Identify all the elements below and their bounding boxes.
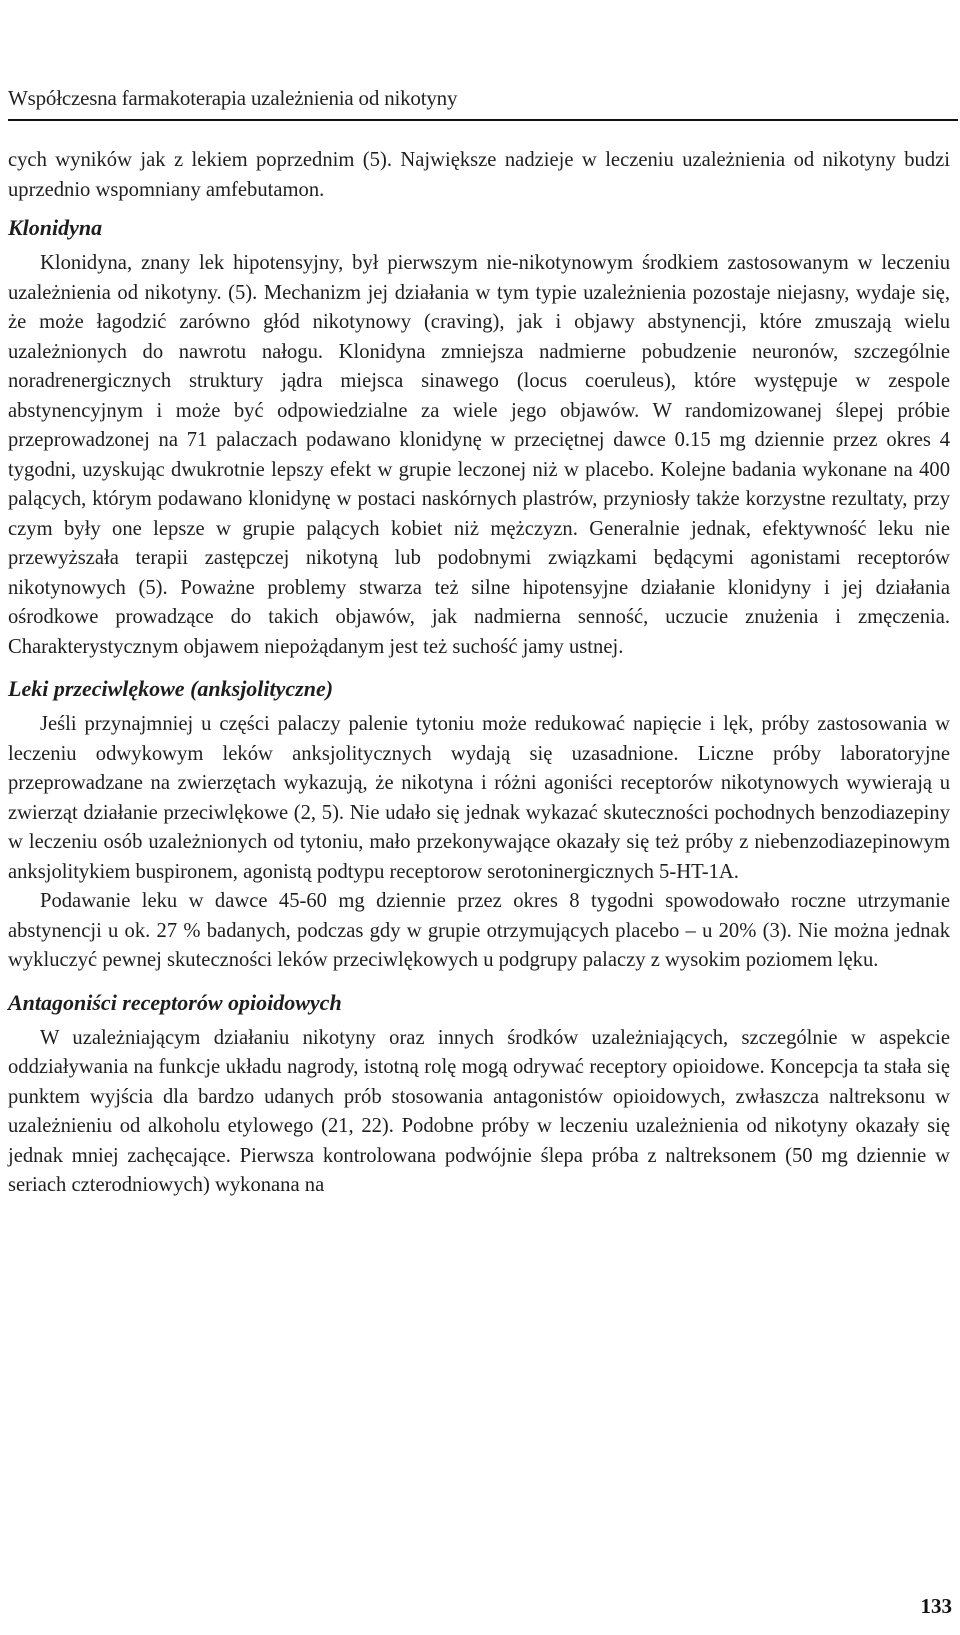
paragraph-leki-przeciwlekowe-1: Jeśli przynajmniej u części palaczy palenie tytoniu może redukować napięcie i lęk, próby zastosowania w leczeniu odwykowym leków anksjolitycznych wydają się uzasadnione. Liczne próby laboratoryjne przeprowadzane na zwierzętach wykazują, że nikotyna i różni agoniści receptorów nikotynowych wywierają u zwierząt działanie przeciwlękowe (2, 5). Nie udało się jednak wykazać skuteczności pochodnych benzodiazepiny w leczeniu osób uzależnionych od tytoniu, mało przekonywające okazały się też próby z niebenzodiazepinowym anksjolitykiem buspironem, agonistą podtypu receptorow serotoninergicznych 5-HT-1A. xyxy=(8,713,950,883)
paragraph-klonidyna: Klonidyna, znany lek hipotensyjny, był pierwszym nie-nikotynowym środkiem zastosowanym w leczeniu uzależnienia od nikotyny. (5). Mechanizm jej działania w tym typie uzależnienia pozostaje niejasny, wydaje się, że może łagodzić zarówno głód nikotynowy (craving), jak i objawy abstynencji, które zmuszają wielu uzależnionych do nawrotu nałogu. Klonidyna zmniejsza nadmierne pobudzenie neuronów, szczególnie noradrenergicznych struktury jądra miejsca sinawego (locus coeruleus), które występuje w zespole abstynencyjnym i może być odpowiedzialne za wiele jego objawów. W randomizowanej ślepej próbie przeprowadzonej na 71 palaczach podawano klonidynę w przeciętnej dawce 0.15 mg dziennie przez okres 4 tygodni, uzyskując dwukrotnie lepszy efekt w grupie leczonej niż w placebo. Kolejne badania wykonane na 400 palących, którym podawano klonidynę w postaci naskórnych plastrów, przyniosły także korzystne rezultaty, przy czym były one lepsze w grupie palących kobiet niż mężczyzn. Generalnie jednak, efektywność leku nie przewyższała terapii zastępczej nikotyną lub podobnymi związkami będącymi agonistami receptorów nikotynowych (5). Poważne problemy stwarza też silne hipotensyjne działanie klonidyny i jej działania ośrodkowe prowadzące do takich objawów, jak nadmierna senność, uczucie znużenia i zmęczenia. Charakterystycznym objawem niepożądanym jest też suchość jamy ustnej. xyxy=(8,252,950,658)
page-number: 133 xyxy=(920,1594,952,1618)
intro-paragraph: cych wyników jak z lekiem poprzednim (5). Największe nadzieje w leczeniu uzależnienia od nikotyny budzi uprzednio wspomniany amfebutamon. xyxy=(8,149,950,201)
running-head: Współczesna farmakoterapia uzależnienia od nikotyny xyxy=(8,86,958,121)
article-body xyxy=(8,146,950,1201)
section-heading-leki-przeciwlekowe: Leki przeciwlękowe (anksjolityczne) xyxy=(8,676,334,701)
section-heading-klonidyna: Klonidyna xyxy=(8,215,103,240)
paragraph-antagonisci: W uzależniającym działaniu nikotyny oraz innych środków uzależniających, szczególnie w aspekcie oddziaływania na funkcje układu nagrody, istotną rolę mogą odrywać receptory opioidowe. Koncepcja ta stała się punktem wyjścia dla bardzo udanych prób stosowania antagonistów opioidowych, zwłaszcza naltreksonu w uzależnieniu od alkoholu etylowego (21, 22). Podobne próby w leczeniu uzależnienia od nikotyny okazały się jednak mniej zachęcające. Pierwsza kontrolowana podwójnie ślepa próba z naltreksonem (50 mg dziennie w seriach czterodniowych) wykonana na xyxy=(8,1026,950,1196)
paragraph-leki-przeciwlekowe-2: Podawanie leku w dawce 45-60 mg dziennie przez okres 8 tygodni spowodowało roczne utrzymanie abstynencji u ok. 27 % badanych, podczas gdy w grupie otrzymujących placebo – u 20% (3). Nie można jednak wykluczyć pewnej skuteczności leków przeciwlękowych u podgrupy palaczy z wysokim poziomem lęku. xyxy=(8,890,950,971)
section-heading-antagonisci: Antagoniści receptorów opioidowych xyxy=(8,989,342,1015)
